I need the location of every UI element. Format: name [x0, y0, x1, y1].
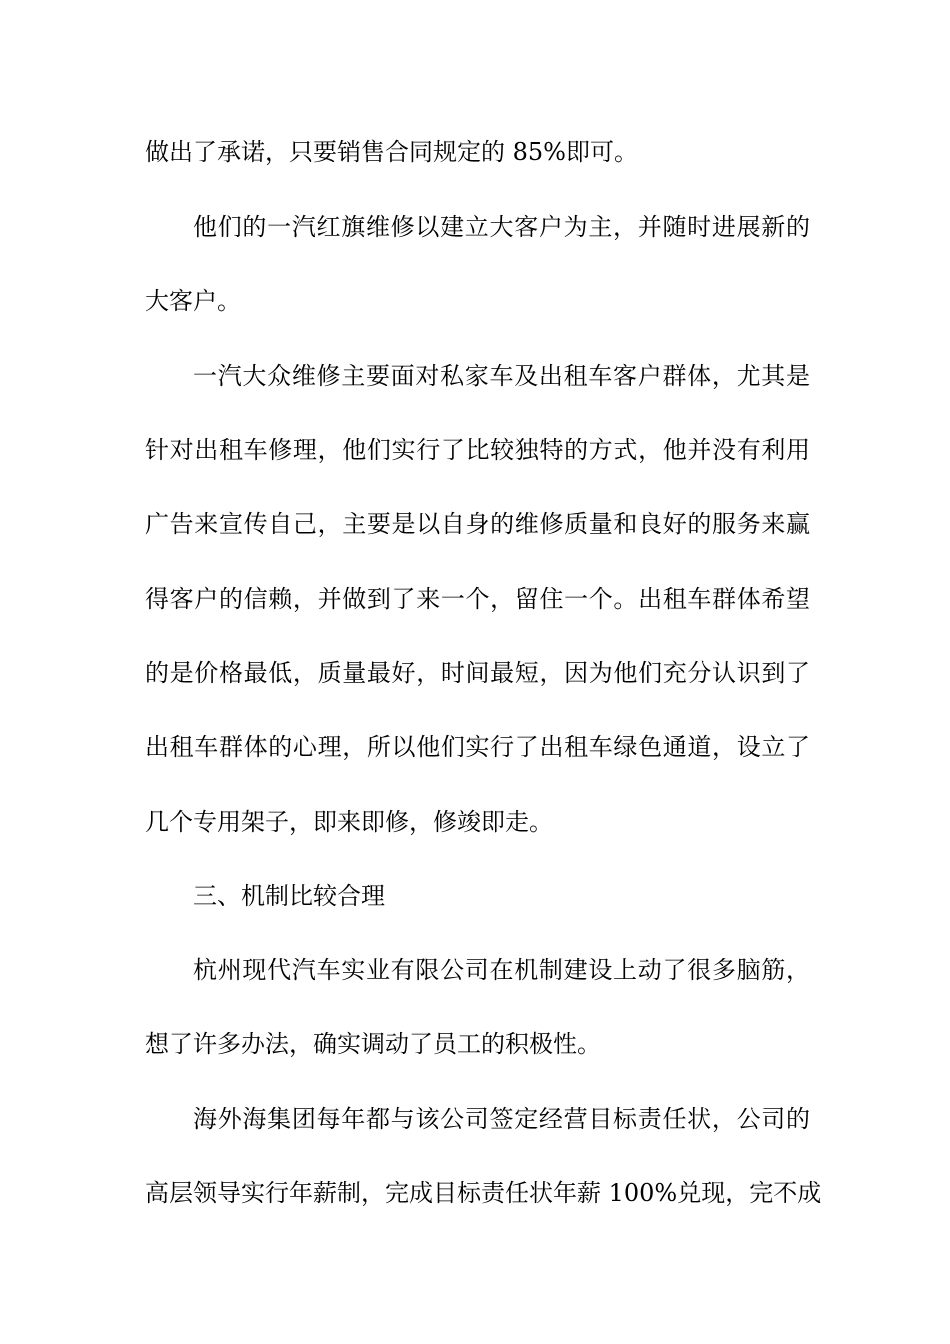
paragraph-2-line-4: 得客户的信赖，并做到了来一个，留住一个。出租车群体希望 [145, 585, 810, 613]
paragraph-4-line-1: 海外海集团每年都与该公司签定经营目标责任状，公司的 [193, 1105, 810, 1133]
section-heading: 三、机制比较合理 [193, 882, 385, 910]
paragraph-2-line-1: 一汽大众维修主要面对私家车及出租车客户群体，尤其是 [193, 362, 810, 390]
paragraph-2-line-7: 几个专用架子，即来即修，修竣即走。 [145, 808, 553, 836]
paragraph-2-line-5: 的是价格最低，质量最好，时间最短，因为他们充分认识到了 [145, 659, 810, 687]
paragraph-2-line-2: 针对出租车修理，他们实行了比较独特的方式，他并没有利用 [145, 436, 810, 464]
paragraph-2-line-6: 出租车群体的心理，所以他们实行了出租车绿色通道，设立了 [145, 733, 810, 761]
paragraph-3-line-2: 想了许多办法，确实调动了员工的积极性。 [145, 1030, 601, 1058]
text-line-1: 做出了承诺，只要销售合同规定的 85%即可。 [145, 138, 638, 166]
paragraph-1-line-1: 他们的一汽红旗维修以建立大客户为主，并随时进展新的 [193, 213, 810, 241]
paragraph-4-line-2: 高层领导实行年薪制，完成目标责任状年薪 100%兑现，完不成 [145, 1179, 822, 1207]
paragraph-2-line-3: 广告来宣传自己，主要是以自身的维修质量和良好的服务来赢 [145, 510, 810, 538]
paragraph-3-line-1: 杭州现代汽车实业有限公司在机制建设上动了很多脑筋， [193, 956, 810, 984]
paragraph-1-line-2: 大客户。 [145, 287, 241, 315]
